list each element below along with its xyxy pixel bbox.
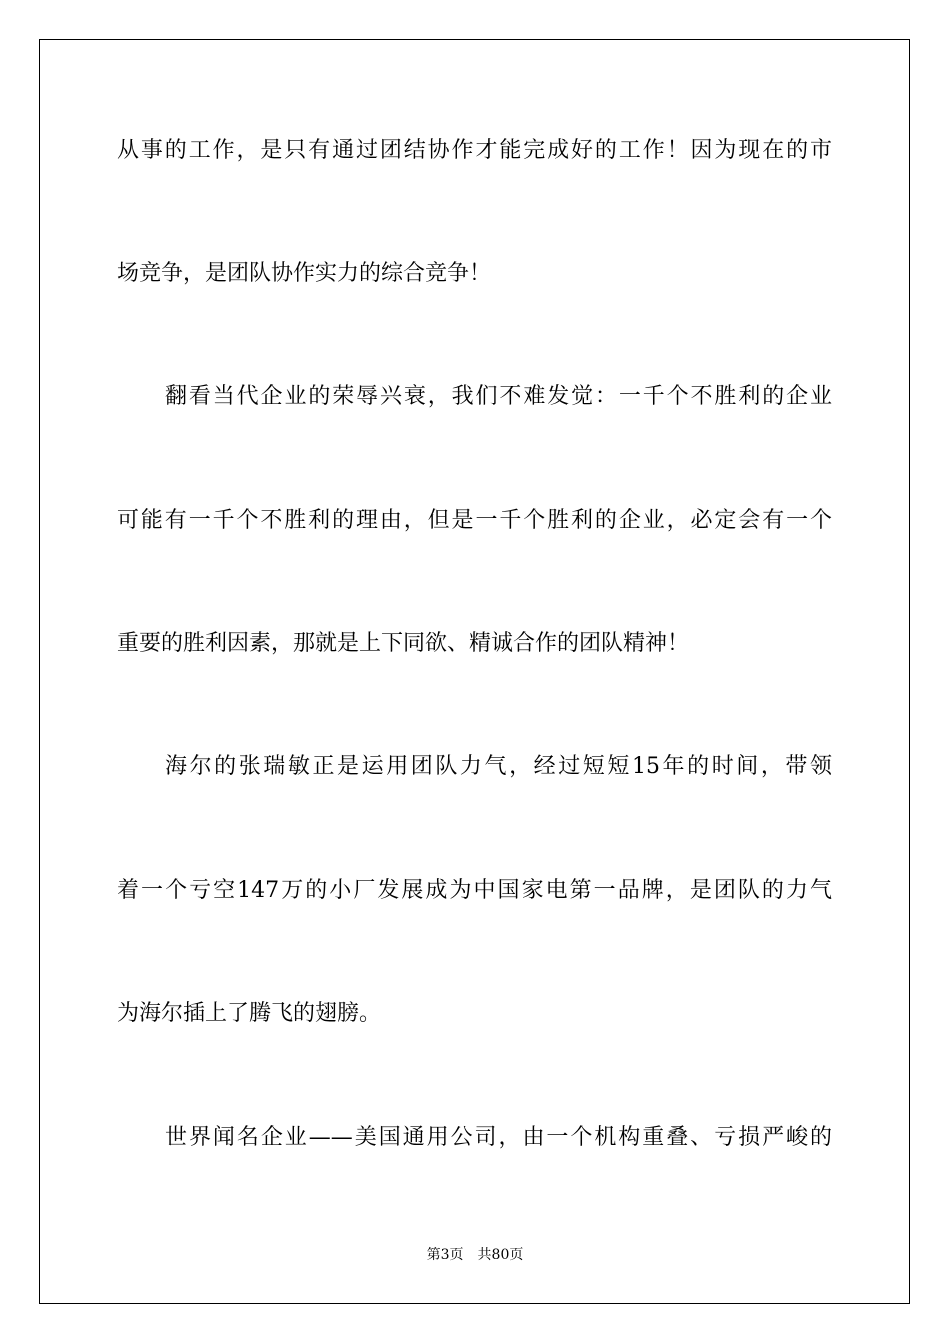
paragraph-line-8: 为海尔插上了腾飞的翅膀。 bbox=[117, 1001, 382, 1026]
paragraph-line-4: 可能有一千个不胜利的理由，但是一千个胜利的企业，必定会有一个 bbox=[117, 508, 832, 533]
page-total: 共80页 bbox=[477, 1247, 524, 1263]
page-border bbox=[39, 39, 910, 1304]
paragraph-line-3: 翻看当代企业的荣辱兴衰，我们不难发觉：一千个不胜利的企业 bbox=[165, 384, 832, 409]
paragraph-line-2: 场竞争，是团队协作实力的综合竞争！ bbox=[117, 261, 492, 286]
paragraph-line-6: 海尔的张瑞敏正是运用团队力气，经过短短15年的时间，带领 bbox=[165, 754, 832, 779]
paragraph-line-9: 世界闻名企业——美国通用公司，由一个机构重叠、亏损严峻的 bbox=[165, 1125, 832, 1150]
paragraph-line-5: 重要的胜利因素，那就是上下同欲、精诚合作的团队精神！ bbox=[117, 631, 690, 656]
paragraph-line-1: 从事的工作，是只有通过团结协作才能完成好的工作！因为现在的市 bbox=[117, 138, 832, 163]
paragraph-line-7: 着一个亏空147万的小厂发展成为中国家电第一品牌，是团队的力气 bbox=[117, 878, 832, 903]
page-number: 第3页 bbox=[426, 1247, 464, 1263]
page-footer bbox=[0, 1245, 950, 1265]
